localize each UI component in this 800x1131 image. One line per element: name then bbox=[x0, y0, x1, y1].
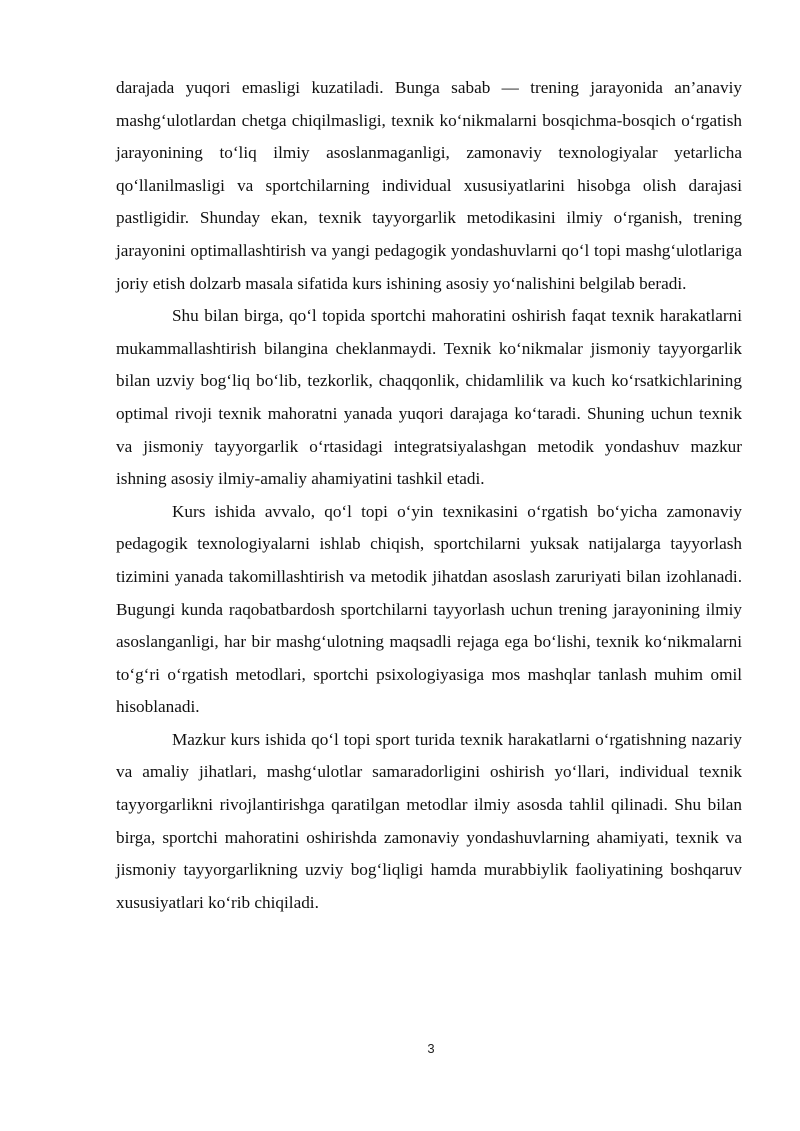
paragraph: Shu bilan birga, qo‘l topida sportchi mahoratini oshirish faqat texnik harakatlarni mukammallashtirish bilangina cheklanmaydi. Texnik ko‘nikmalar jismoniy tayyorgarlik bilan uzviy bog‘liq bo‘lib, tezkorlik, chaqqonlik, chidamlilik va kuch ko‘rsatkichlarining optimal rivoji texnik mahoratni yanada yuqori darajaga ko‘taradi. Shuning uchun texnik va jismoniy tayyorgarlik o‘rtasidagi integratsiyalashgan metodik yondashuv mazkur ishning asosiy ilmiy-amaliy ahamiyatini tashkil etadi. bbox=[116, 306, 742, 489]
page-number: 3 bbox=[427, 1041, 435, 1056]
paragraph: Kurs ishida avvalo, qo‘l topi o‘yin texnikasini o‘rgatish bo‘yicha zamonaviy pedagogik texnologiyalarni ishlab chiqish, sportchilarni yuksak natijalarga tayyorlash tizimini yanada takomillashtirish va metodik jihatdan asoslash zaruriyati bilan izohlanadi. Bugungi kunda raqobatbardosh sportchilarni tayyorlash uchun trening jarayonining ilmiy asoslanganligi, har bir mashg‘ulotning maqsadli rejaga ega bo‘lishi, texnik ko‘nikmalarni to‘g‘ri o‘rgatish metodlari, sportchi psixologiyasiga mos mashqlar tanlash muhim omil hisoblanadi. bbox=[116, 501, 742, 717]
paragraph: Mazkur kurs ishida qo‘l topi sport turida texnik harakatlarni o‘rgatishning nazariy va amaliy jihatlari, mashg‘ulotlar samaradorligini oshirish yo‘llari, individual texnik tayyorgarlikni rivojlantirishga qaratilgan metodlar ilmiy asosda tahlil qilinadi. Shu bilan birga, sportchi mahoratini oshirishda zamonaviy yondashuvlarning ahamiyati, texnik va jismoniy tayyorgarlikning uzviy bog‘liqligi hamda murabbiylik faoliyatining boshqaruv xususiyatlari ko‘rib chiqiladi. bbox=[116, 729, 742, 912]
body-text bbox=[116, 72, 742, 919]
paragraph-continuation: darajada yuqori emasligi kuzatiladi. Bunga sabab — trening jarayonida an’anaviy mashg‘ulotlardan chetga chiqilmasligi, texnik ko‘nikmalarni bosqichma-bosqich o‘rgatish jarayonining to‘liq ilmiy asoslanmaganligi, zamonaviy texnologiyalar yetarlicha qo‘llanilmasligi va sportchilarning individual xususiyatlarini hisobga olish darajasi pastligidir. Shunday ekan, texnik tayyorgarlik metodikasini ilmiy o‘rganish, trening jarayonini optimallashtirish va yangi pedagogik yondashuvlarni qo‘l topi mashg‘ulotlariga joriy etish dolzarb masala sifatida kurs ishining asosiy yo‘nalishini belgilab beradi. bbox=[116, 78, 742, 293]
